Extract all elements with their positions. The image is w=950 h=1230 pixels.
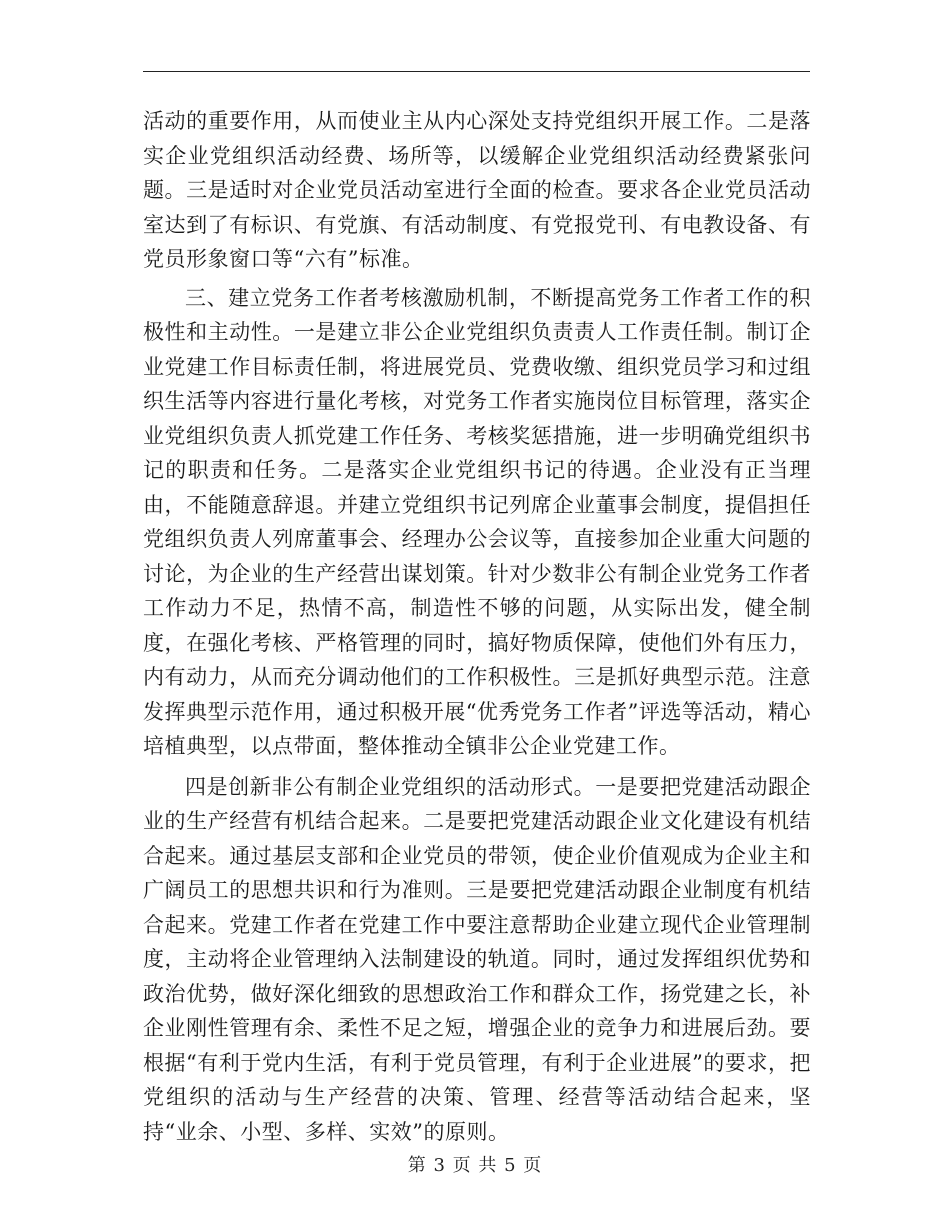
paragraph: 三、建立党务工作者考核激励机制，不断提高党务工作者工作的积极性和主动性。一是建立非公企业党组织负责责人工作责任制。制订企业党建工作目标责任制，将进展党员、党费收缴、组织党员学习和过组织生活等内容进行量化考核，对党务工作者实施岗位目标管理，落实企业党组织负责人抓党建工作任务、考核奖惩措施，进一步明确党组织书记的职责和任务。二是落实企业党组织书记的待遇。企业没有正当理由，不能随意辞退。并建立党组织书记列席企业董事会制度，提倡担任党组织负责人列席董事会、经理办公会议等，直接参加企业重大问题的讨论，为企业的生产经营出谋划策。针对少数非公有制企业党务工作者工作动力不足，热情不高，制造性不够的问题，从实际出发，健全制度，在强化考核、严格管理的同时，搞好物质保障，使他们外有压力，内有动力，从而充分调动他们的工作积极性。三是抓好典型示范。注意发挥典型示范作用，通过积极开展“优秀党务工作者”评选等活动，精心培植典型，以点带面，整体推动全镇非公企业党建工作。 xyxy=(143,285,811,758)
paragraph: 四是创新非公有制企业党组织的活动形式。一是要把党建活动跟企业的生产经营有机结合起来。二是要把党建活动跟企业文化建设有机结合起来。通过基层支部和企业党员的带领，使企业价值观成为企业主和广阔员工的思想共识和行为准则。三是要把党建活动跟企业制度有机结合起来。党建工作者在党建工作中要注意帮助企业建立现代企业管理制度，主动将企业管理纳入法制建设的轨道。同时，通过发挥组织优势和政治优势，做好深化细致的思想政治工作和群众工作，扬党建之长，补企业刚性管理有余、柔性不足之短，增强企业的竞争力和进展后劲。要根据“有利于党内生活，有利于党员管理，有利于企业进展”的要求，把党组织的活动与生产经营的决策、管理、经营等活动结合起来，坚持“业余、小型、多样、实效”的原则。 xyxy=(143,774,811,1144)
page-number-footer: 第 3 页 共 5 页 xyxy=(407,1155,543,1176)
header-rule xyxy=(143,71,810,72)
document-body xyxy=(143,104,811,1149)
paragraph: 活动的重要作用，从而使业主从内心深处支持党组织开展工作。二是落实企业党组织活动经费、场所等，以缓解企业党组织活动经费紧张问题。三是适时对企业党员活动室进行全面的检查。要求各企业党员活动室达到了有标识、有党旗、有活动制度、有党报党刊、有电教设备、有党员形象窗口等“六有”标准。 xyxy=(143,109,811,271)
